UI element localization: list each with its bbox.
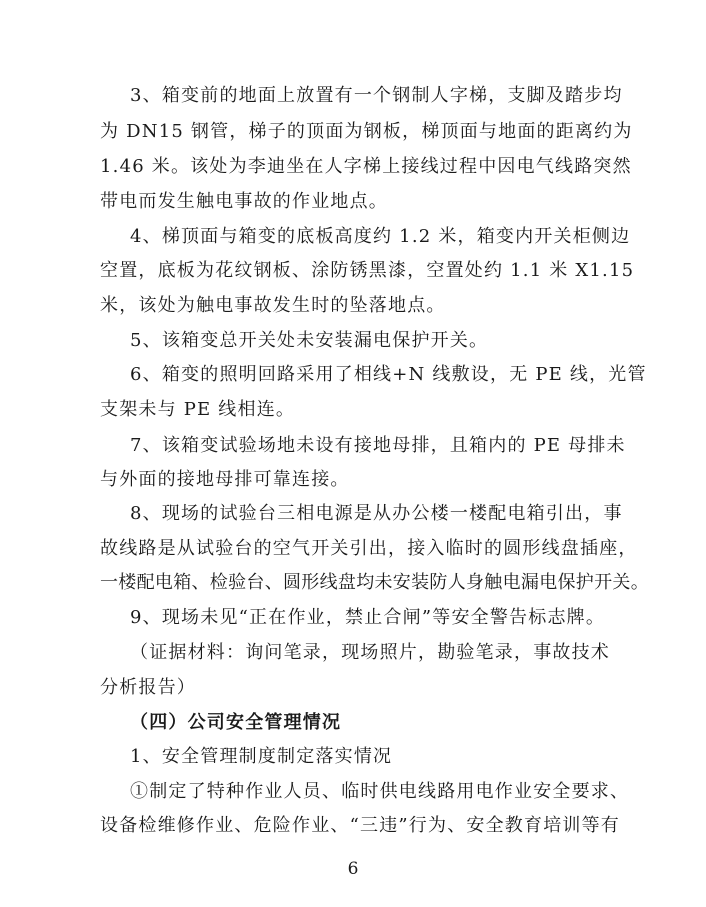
paragraph-last-line-2: 设备检维修作业、危险作业、“三违”行为、安全教育培训等有 (100, 815, 621, 836)
evidence-line-2: 分析报告） (100, 677, 196, 698)
item-4-line-3: 米，该处为触电事故发生时的坠落地点。 (100, 295, 446, 316)
evidence-line-1: （证据材料：询问笔录，现场照片，勘验笔录，事故技术 (130, 642, 610, 663)
item-8-line-2: 故线路是从试验台的空气开关引出，接入临时的圆形线盘插座， (100, 538, 638, 559)
item-3-line-4: 带电而发生触电事故的作业地点。 (100, 191, 388, 212)
item-6-line-2: 支架未与 PE 线相连。 (100, 399, 296, 420)
item-3-line-2: 为 DN15 钢管，梯子的顶面为钢板，梯顶面与地面的距离约为 (100, 121, 633, 142)
paragraph-last-line-1: ①制定了特种作业人员、临时供电线路用电作业安全要求、 (130, 781, 630, 802)
item-5-line-1: 5、该箱变总开关处未安装漏电保护开关。 (130, 330, 489, 351)
item-7-line-1: 7、该箱变试验场地未设有接地母排，且箱内的 PE 母排未 (130, 435, 626, 456)
item-4-line-1: 4、梯顶面与箱变的底板高度约 1.2 米，箱变内开关柜侧边 (130, 226, 631, 247)
page-number: 6 (347, 859, 359, 879)
item-6-line-1: 6、箱变的照明回路采用了相线+N 线敷设，无 PE 线，光管 (130, 364, 647, 385)
item-3-line-1: 3、箱变前的地面上放置有一个钢制人字梯，支脚及踏步均 (130, 85, 623, 106)
item-8-line-3: 一楼配电箱、检验台、圆形线盘均未安装防人身触电漏电保护开关。 (100, 572, 649, 593)
section-heading: （四）公司安全管理情况 (130, 712, 342, 733)
item-4-line-2: 空置，底板为花纹钢板、涂防锈黑漆，空置处约 1.1 米 X1.15 (100, 260, 635, 281)
item-8-line-1: 8、现场的试验台三相电源是从办公楼一楼配电箱引出，事 (130, 503, 623, 524)
item-9-line-1: 9、现场未见“正在作业，禁止合闸”等安全警告标志牌。 (130, 607, 606, 628)
item-3-line-3: 1.46 米。该处为李迪坐在人字梯上接线过程中因电气线路突然 (100, 156, 632, 177)
subheading: 1、安全管理制度制定落实情况 (130, 746, 393, 767)
item-7-line-2: 与外面的接地母排可靠连接。 (100, 469, 350, 490)
